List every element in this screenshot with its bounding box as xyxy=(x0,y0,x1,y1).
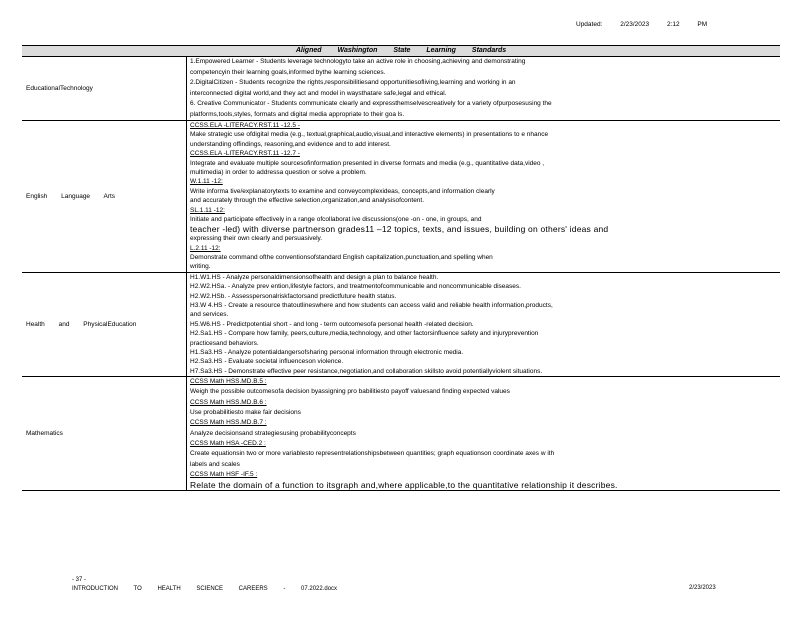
standards-cell xyxy=(187,121,780,272)
standard-text-line: labels and scales xyxy=(190,460,240,468)
subject-cell: Mathematics xyxy=(22,377,187,490)
standard-text-line: Analyze decisionsand strategiesusing probabilityconcepts xyxy=(190,429,356,437)
footer-date: 2/23/2023 xyxy=(689,585,716,591)
standard-text-line: Demonstrate command ofthe conventionsofstandard English capitalization,punctuation,and spelling when xyxy=(190,254,493,262)
page-number: - 37 - xyxy=(72,577,87,583)
standard-text-line: and accurately through the effective selection,organization,and analysisofcontent. xyxy=(190,197,425,205)
standard-code: CCSS Math HSF -IF.5 : xyxy=(190,470,258,478)
document-title: INTRODUCTION TO HEALTH SCIENCE CAREERS - 07.2022.docx xyxy=(72,586,338,592)
standard-text-line: understanding offindings, reasoning,and evidence and to add interest. xyxy=(190,140,391,148)
subject-cell: Health and PhysicalEducation xyxy=(22,273,187,376)
subject-cell: English Language Arts xyxy=(22,121,187,272)
updated-ampm: PM xyxy=(697,21,708,28)
standard-text-line: 2.DigitalCitizen - Students recognize the rights,responsibilitiesand opportunitiesofliving,learning and working in an xyxy=(190,79,516,86)
updated-time: 2:12 xyxy=(666,21,680,28)
standard-code: CCSS Math HSA -CED.2 : xyxy=(190,439,266,447)
updated-date: 2/23/2023 xyxy=(620,21,650,28)
standard-code: CCSS Math HSS.MD.B.6 : xyxy=(190,398,267,406)
standard-text-line: interconnected digital world,and they act and model in waysthatare safe,legal and ethical. xyxy=(190,89,447,97)
standards-cell xyxy=(187,377,780,490)
standard-text-line: Weigh the possible outcomesofa decision byassigning pro babilitiesto payoff valuesand finding expected values xyxy=(190,388,510,396)
standard-text-line: competencyin their learning goals,informed bythe learning sciences. xyxy=(190,68,386,76)
table-row xyxy=(22,57,780,121)
standard-text-line: Initiate and participate effectively in a range ofcollaborat ive discussions(one -on - one, in groups, and xyxy=(190,215,482,223)
standards-cell xyxy=(187,273,780,376)
standard-code: CCSS Math HSS.MD.B.5 : xyxy=(190,378,267,386)
standard-text-line: Write informa tive/explanatorytexts to examine and conveycomplexideas, concepts,and information clearly xyxy=(190,187,495,195)
standard-text-line: H2.W2.HSa. - Analyze prev ention,lifestyle factors, and treatmentofcommunicable and noncommunicable diseases. xyxy=(190,283,521,291)
standard-text-line: H1.W1.HS - Analyze personaldimensionsofhealth and design a plan to balance health. xyxy=(190,273,439,281)
table-row xyxy=(22,121,780,273)
standard-text-line: H3.W 4.HS - Create a resource thatoutlineswhere and how students can access valid and reliable health information,products, xyxy=(190,302,553,310)
standard-code: CCSS Math HSS.MD.B.7 : xyxy=(190,419,267,427)
standard-text-line: writing. xyxy=(190,263,211,271)
standard-text-line: and services. xyxy=(190,311,229,319)
standard-text-line: H5.W6.HS - Predictpotential short - and long - term outcomesofa personal health -related decision. xyxy=(190,320,474,328)
standard-code: L.2.11 -12: xyxy=(190,244,221,252)
updated-label: Updated: xyxy=(576,21,603,28)
page-footer xyxy=(72,576,337,594)
standard-text-line: practicesand behaviors. xyxy=(190,339,259,347)
standard-code: CCSS.ELA -LITERACY.RST.11 -12.7 - xyxy=(190,150,300,158)
table-row xyxy=(22,377,780,490)
standard-code: W.1.11 -12: xyxy=(190,178,223,186)
standard-text-line: H2.Sa1.HS - Compare how family, peers,culture,media,technology, and other factorsinfluence safety and injuryprevention xyxy=(190,330,539,338)
standard-text-line: multimedia) in order to addressa question or solve a problem. xyxy=(190,168,367,176)
standard-code: CCSS.ELA -LITERACY.RST.11 -12.5 - xyxy=(190,122,300,129)
standard-text-line: Integrate and evaluate multiple sourcesofinformation presented in diverse formats and media (e.g., quantitative data,video , xyxy=(190,159,545,167)
standard-text-line: H2.Sa3.HS - Evaluate societal influenceson violence. xyxy=(190,358,344,366)
table-title: Aligned Washington State Learning Standards xyxy=(22,46,780,57)
standard-code: SL.1.11 -12: xyxy=(190,206,225,214)
standard-text-line: H7.Sa3.HS - Demonstrate effective peer resistance,negotiation,and collaboration skillsto avoid potentiallyviolent situations. xyxy=(190,367,543,375)
table-body xyxy=(22,57,780,490)
standard-text-line: H1.Sa3.HS - Analyze potentialdangersofsharing personal information through electronic media. xyxy=(190,348,464,356)
updated-stamp xyxy=(576,21,707,28)
standard-text-line: H2.W2.HSb. - Assesspersonalriskfactorsand predictfuture health status. xyxy=(190,292,397,300)
standard-text-line: Relate the domain of a function to itsgraph and,where applicable,to the quantitative relationship it describes. xyxy=(190,480,618,491)
standards-table xyxy=(22,45,780,491)
standard-text-line: Create equationsin two or more variablesto representrelationshipsbetween quantities; graph equationson coordinate axes w ith xyxy=(190,450,555,458)
standard-text-line: 6. Creative Communicator - Students communicate clearly and expressthemselvescreatively for a variety ofpurposesusing the xyxy=(190,100,552,107)
standards-cell xyxy=(187,57,780,120)
standard-text-line: Make strategic use ofdigital media (e.g., textual,graphical,audio,visual,and interactive elements) in presentations to e nhance xyxy=(190,131,549,139)
standard-text-line: expressing their own clearly and persuasively. xyxy=(190,235,323,243)
standard-text-line: teacher -led) with diverse partnerson grades11 –12 topics, texts, and issues, building on others' ideas and xyxy=(190,224,609,235)
standard-text-line: platforms,tools,styles, formats and digital media appropriate to their goa ls. xyxy=(190,110,405,118)
standard-text-line: Use probabilitiesto make fair decisions xyxy=(190,409,301,417)
table-row xyxy=(22,273,780,377)
standard-text-line: 1.Empowered Learner - Students leverage technologyto take an active role in choosing,achieving and demonstrating xyxy=(190,58,526,65)
subject-cell: EducationalTechnology xyxy=(22,57,187,120)
